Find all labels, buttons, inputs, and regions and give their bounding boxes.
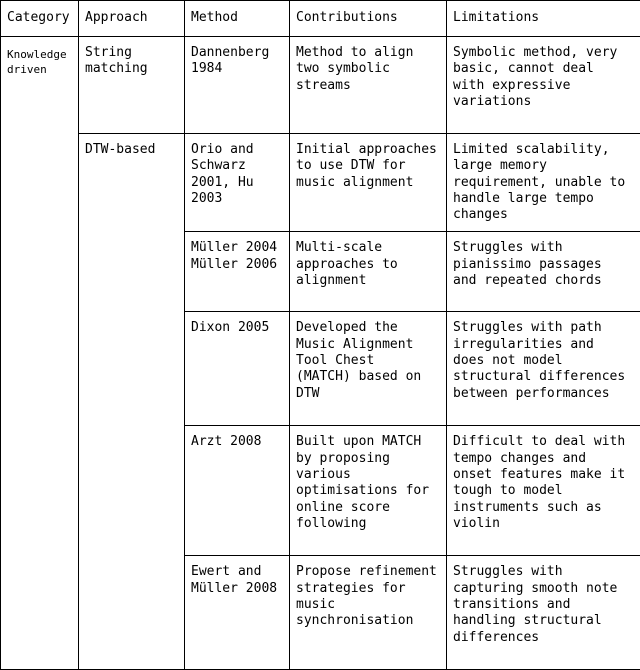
method-cell: Dixon 2005	[185, 312, 290, 426]
header-category: Category	[1, 1, 79, 37]
header-limitations: Limitations	[447, 1, 640, 37]
contribution-cell: Propose refinement strategies for music synchronisation	[290, 556, 447, 670]
header-approach: Approach	[79, 1, 185, 37]
limitation-cell: Symbolic method, very basic, cannot deal with expressive variations	[447, 37, 640, 134]
limitation-cell: Limited scalability, large memory requirement, unable to handle large tempo changes	[447, 134, 640, 232]
table-row	[1, 37, 640, 134]
approach-cell-dtw: DTW-based	[79, 134, 185, 670]
contribution-cell: Multi-scale approaches to alignment	[290, 232, 447, 312]
table-row	[1, 134, 640, 232]
header-method: Method	[185, 1, 290, 37]
contribution-cell: Built upon MATCH by proposing various optimisations for online score following	[290, 426, 447, 556]
approach-cell-string: String matching	[79, 37, 185, 134]
category-cell: Knowledge driven	[1, 37, 79, 670]
limitation-cell: Struggles with pianissimo passages and repeated chords	[447, 232, 640, 312]
contribution-cell: Initial approaches to use DTW for music alignment	[290, 134, 447, 232]
contribution-cell: Developed the Music Alignment Tool Chest (MATCH) based on DTW	[290, 312, 447, 426]
contribution-cell: Method to align two symbolic streams	[290, 37, 447, 134]
method-cell: Dannenberg 1984	[185, 37, 290, 134]
limitation-cell: Struggles with capturing smooth note transitions and handling structural differences	[447, 556, 640, 670]
method-cell: Müller 2004 Müller 2006	[185, 232, 290, 312]
limitation-cell: Difficult to deal with tempo changes and onset features make it tough to model instruments such as violin	[447, 426, 640, 556]
method-cell: Orio and Schwarz 2001, Hu 2003	[185, 134, 290, 232]
header-contributions: Contributions	[290, 1, 447, 37]
method-cell: Ewert and Müller 2008	[185, 556, 290, 670]
limitation-cell: Struggles with path irregularities and does not model structural differences between performances	[447, 312, 640, 426]
method-cell: Arzt 2008	[185, 426, 290, 556]
header-row	[1, 1, 640, 37]
